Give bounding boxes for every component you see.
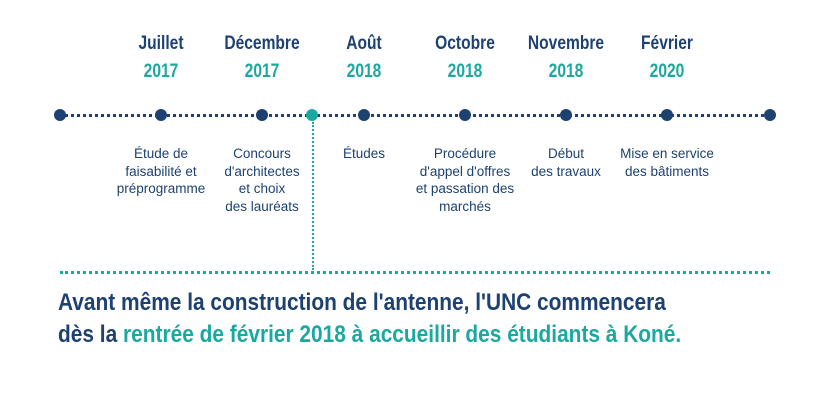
month-label: Octobre (435, 33, 495, 54)
year-label: 2018 (548, 61, 584, 82)
month-label: Février (641, 33, 693, 54)
month-label: Juillet (138, 33, 184, 54)
timeline-dot (155, 109, 167, 121)
timeline-start-dot (54, 109, 66, 121)
milestone-description: Mise en service des bâtiments (620, 146, 714, 179)
year-label: 2017 (244, 61, 280, 82)
current-marker-dot (306, 109, 318, 121)
milestone-description: Début des travaux (531, 146, 601, 179)
timeline-dot (560, 109, 572, 121)
year-label: 2017 (143, 61, 179, 82)
year-label: 2020 (649, 61, 685, 82)
statement-line-1: Avant même la construction de l'antenne, l'UNC commencera (58, 289, 666, 316)
timeline-dot (358, 109, 370, 121)
month-label: Décembre (224, 33, 300, 54)
milestone-description: Procédure d'appel d'offres et passation des marchés (415, 146, 515, 214)
timeline-dot (459, 109, 471, 121)
timeline-end-dot (764, 109, 776, 121)
statement-line-2-prefix: dès la (58, 321, 124, 348)
milestone-description: Études (342, 146, 386, 161)
timeline-dot (256, 109, 268, 121)
section-separator (60, 271, 770, 274)
timeline-dot (661, 109, 673, 121)
milestone-description: Concours d'architectes et choix des lauréats (224, 146, 300, 214)
year-label: 2018 (447, 61, 483, 82)
statement-line-2 (58, 319, 719, 351)
month-label: Août (346, 33, 382, 54)
statement-text (58, 287, 719, 351)
statement-highlight: rentrée de février 2018 à accueillir des étudiants à Koné. (123, 321, 682, 348)
milestone-description: Étude de faisabilité et préprogramme (116, 146, 206, 196)
year-label: 2018 (346, 61, 382, 82)
month-label: Novembre (527, 33, 605, 54)
